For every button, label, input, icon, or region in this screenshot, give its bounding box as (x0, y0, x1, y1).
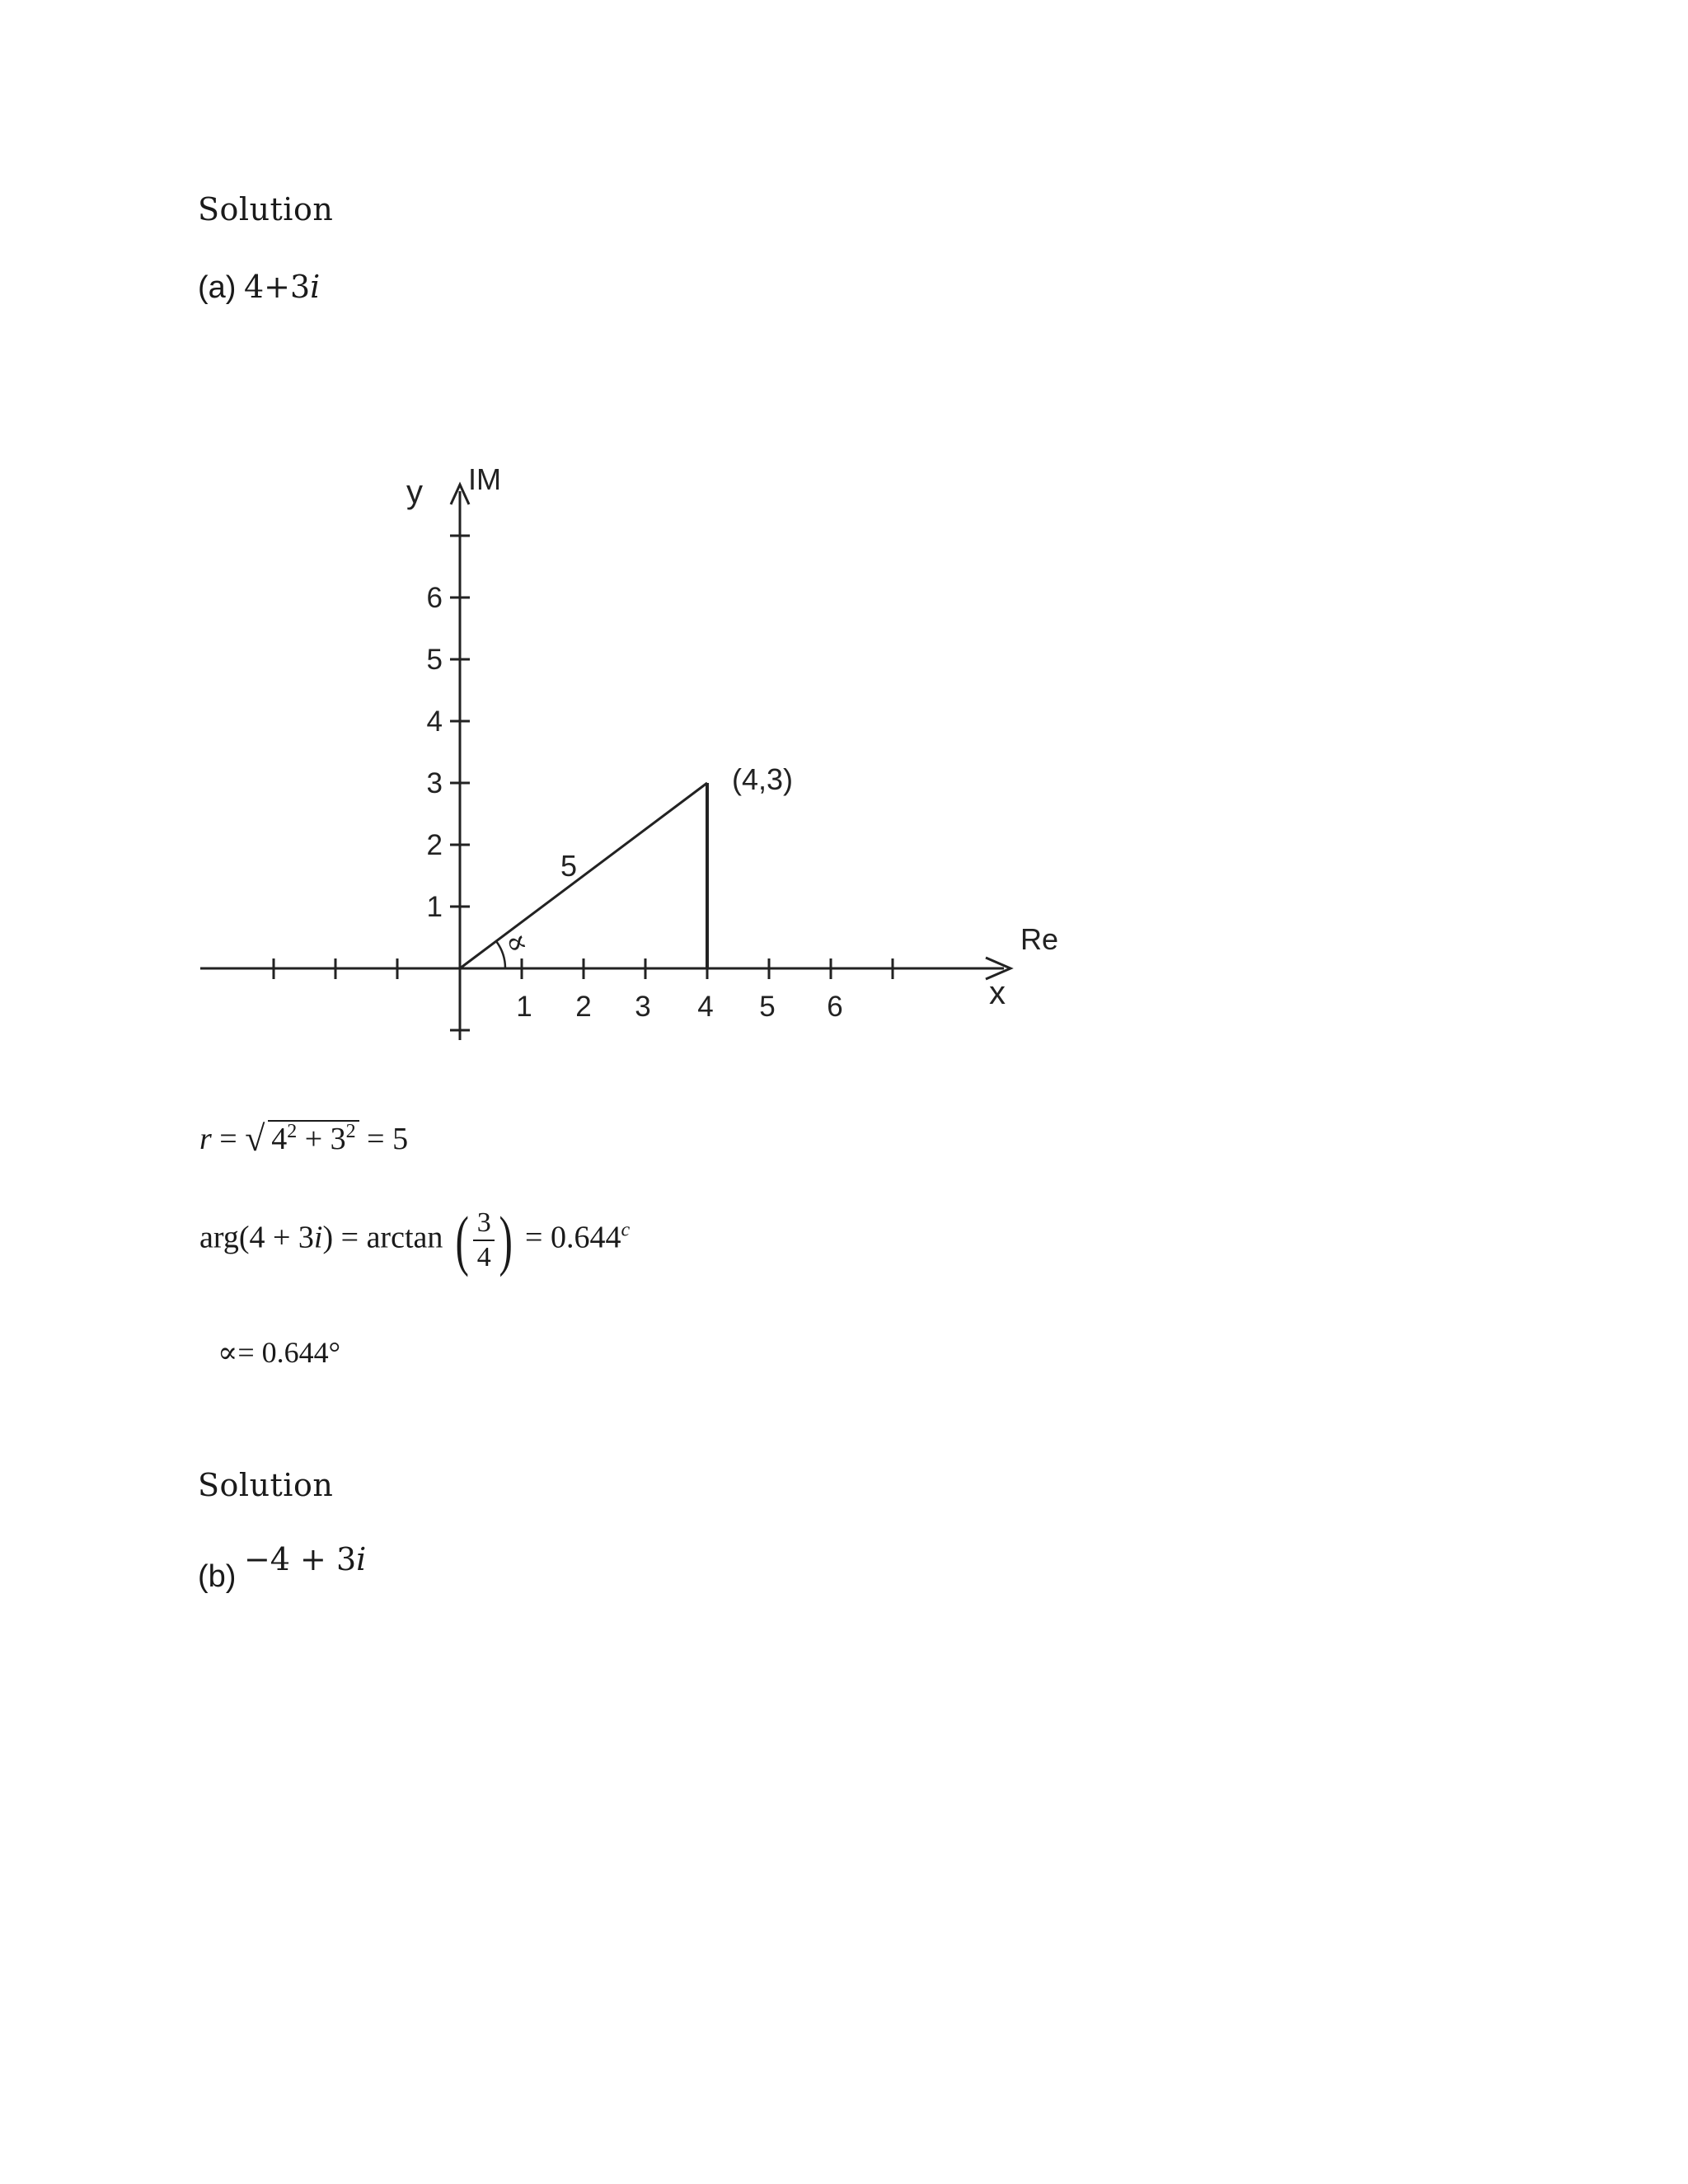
x-tick-label-6: 6 (827, 991, 843, 1023)
hypotenuse-length-label: 5 (560, 849, 578, 883)
part-b-expr-real: −4 + 3 (243, 1541, 357, 1577)
y-tick-label-2: 2 (426, 829, 443, 861)
solution-heading-a: Solution (198, 191, 334, 227)
fraction-bar (473, 1240, 495, 1241)
equals-sign: = (219, 1122, 237, 1156)
y-tick-label-4: 4 (426, 705, 443, 738)
radicand-a: 4 (271, 1122, 288, 1156)
y-tick-label-3: 3 (426, 767, 443, 799)
y-tick-label-5: 5 (426, 644, 443, 676)
point-label: (4,3) (732, 762, 794, 796)
fraction-group (451, 1202, 518, 1277)
modulus-result: = 5 (367, 1122, 409, 1156)
x-tick-label-2: 2 (575, 991, 592, 1023)
re-axis-label: Re (1020, 922, 1059, 956)
left-paren-icon: ( (455, 1202, 469, 1277)
alpha-value: ∝= 0.644° (218, 1336, 341, 1369)
arg-mid: ) = arctan (322, 1220, 443, 1255)
x-tick-label-1: 1 (516, 991, 532, 1023)
argument-formula (199, 1202, 631, 1277)
radicand-b: 3 (330, 1122, 346, 1156)
arg-result: = 0.644 (525, 1220, 621, 1255)
y-axis-label: y (406, 474, 423, 510)
fraction-numerator: 3 (476, 1207, 491, 1239)
square-root (245, 1118, 359, 1159)
r-symbol: r (199, 1122, 212, 1156)
im-axis-label: IM (468, 462, 501, 496)
part-a-expr-real: 4+3 (243, 269, 311, 305)
part-b-letter: (b) (198, 1559, 237, 1594)
radical-icon: √ (245, 1118, 265, 1159)
exponent-a: 2 (287, 1121, 298, 1142)
angle-alpha-label: ∝ (500, 921, 532, 963)
angle-arc (496, 941, 505, 968)
part-b-label (198, 1541, 367, 1594)
radian-unit: c (621, 1219, 631, 1241)
exponent-b: 2 (345, 1121, 356, 1142)
modulus-formula (199, 1118, 409, 1159)
plus-sign: + (304, 1122, 323, 1156)
x-tick-label-4: 4 (697, 991, 714, 1023)
part-b-expr-imag: i (356, 1541, 367, 1577)
y-tick-label-6: 6 (426, 582, 443, 614)
part-a-letter: (a) (198, 270, 237, 305)
part-b-expression (244, 1541, 366, 1577)
arg-prefix: arg(4 + 3 (199, 1220, 314, 1255)
x-tick-label-3: 3 (635, 991, 651, 1023)
right-paren-icon: ) (499, 1202, 513, 1277)
x-axis-label: x (989, 975, 1006, 1011)
y-tick-label-1: 1 (426, 891, 443, 923)
part-a-expr-imag: i (310, 269, 321, 305)
arg-i: i (313, 1220, 323, 1255)
x-tick-label-5: 5 (759, 991, 776, 1023)
radicand (268, 1120, 359, 1156)
solution-heading-b: Solution (198, 1467, 334, 1503)
fraction (473, 1208, 495, 1272)
fraction-denominator: 4 (476, 1242, 491, 1272)
